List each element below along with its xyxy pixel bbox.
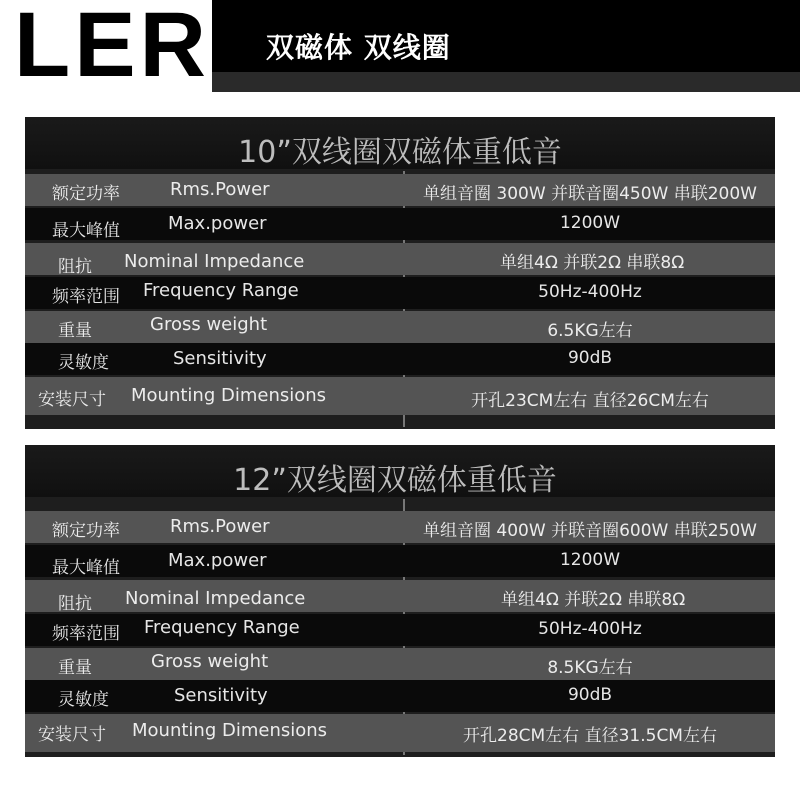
row-value: 8.5KG左右 — [547, 658, 633, 678]
row-label-en: Nominal Impedance — [124, 251, 305, 272]
table-row — [25, 648, 775, 680]
title-band-lower — [212, 72, 800, 92]
row-label-en: Mounting Dimensions — [131, 385, 327, 406]
row-label-en: Frequency Range — [144, 617, 300, 638]
row-label-en: Max.power — [168, 213, 267, 234]
row-value: 90dB — [567, 348, 613, 368]
table-row — [25, 614, 775, 646]
row-label-en: Frequency Range — [143, 280, 299, 301]
table-row — [25, 511, 775, 543]
spec-table-title-bar — [25, 117, 775, 169]
row-label-cn: 灵敏度 — [58, 353, 109, 373]
table-row — [25, 714, 775, 752]
page-title: 双磁体 双线圈 — [266, 31, 451, 64]
row-value: 1200W — [559, 213, 621, 233]
row-label-en: Sensitivity — [173, 348, 267, 369]
table-row — [25, 174, 775, 206]
row-value: 开孔28CM左右 直径31.5CM左右 — [463, 726, 717, 746]
row-label-en: Sensitivity — [174, 685, 268, 706]
row-value: 单组音圈 300W 并联音圈450W 串联200W — [423, 184, 757, 204]
table-row — [25, 680, 775, 712]
row-label-en: Gross weight — [150, 314, 268, 335]
spec-table-10in — [25, 117, 775, 429]
table-row — [25, 343, 775, 375]
row-value: 6.5KG左右 — [547, 321, 633, 341]
row-value: 单组4Ω 并联2Ω 串联8Ω — [501, 590, 686, 610]
row-label-cn: 频率范围 — [52, 624, 120, 644]
row-label-cn: 最大峰值 — [52, 558, 120, 578]
row-label-en: Rms.Power — [170, 179, 270, 200]
row-value: 单组音圈 400W 并联音圈600W 串联250W — [423, 521, 757, 541]
spec-table-title: 10”双线圈双磁体重低音 — [238, 135, 562, 170]
row-label-en: Nominal Impedance — [125, 588, 306, 609]
row-value: 开孔23CM左右 直径26CM左右 — [471, 391, 709, 411]
row-value: 50Hz-400Hz — [538, 619, 642, 639]
row-label-cn: 阻抗 — [58, 594, 92, 614]
row-label-en: Rms.Power — [170, 516, 270, 537]
brand-logo-text: LER — [14, 0, 210, 92]
row-label-en: Mounting Dimensions — [132, 720, 328, 741]
spec-table-title: 12”双线圈双磁体重低音 — [233, 463, 557, 498]
row-label-cn: 最大峰值 — [52, 221, 120, 241]
table-row — [25, 277, 775, 309]
row-label-en: Max.power — [168, 550, 267, 571]
table-row — [25, 545, 775, 577]
table-row — [25, 243, 775, 275]
row-value: 50Hz-400Hz — [538, 282, 642, 302]
page-header — [0, 0, 800, 92]
row-label-cn: 额定功率 — [52, 521, 120, 541]
brand-logo — [0, 0, 212, 92]
row-label-cn: 重量 — [58, 658, 92, 678]
table-row — [25, 580, 775, 612]
row-label-cn: 灵敏度 — [58, 690, 109, 710]
table-row — [25, 377, 775, 415]
row-label-en: Gross weight — [151, 651, 269, 672]
row-label-cn: 频率范围 — [52, 287, 120, 307]
spec-table-12in — [25, 445, 775, 757]
row-value: 单组4Ω 并联2Ω 串联8Ω — [500, 253, 685, 273]
row-label-cn: 安装尺寸 — [38, 725, 106, 745]
row-label-cn: 阻抗 — [58, 257, 92, 277]
row-label-cn: 安装尺寸 — [38, 390, 106, 410]
row-value: 1200W — [559, 550, 621, 570]
row-label-cn: 重量 — [58, 321, 92, 341]
row-label-cn: 额定功率 — [52, 184, 120, 204]
spec-table-title-bar — [25, 445, 775, 497]
table-row — [25, 208, 775, 240]
row-value: 90dB — [567, 685, 613, 705]
table-row — [25, 311, 775, 343]
